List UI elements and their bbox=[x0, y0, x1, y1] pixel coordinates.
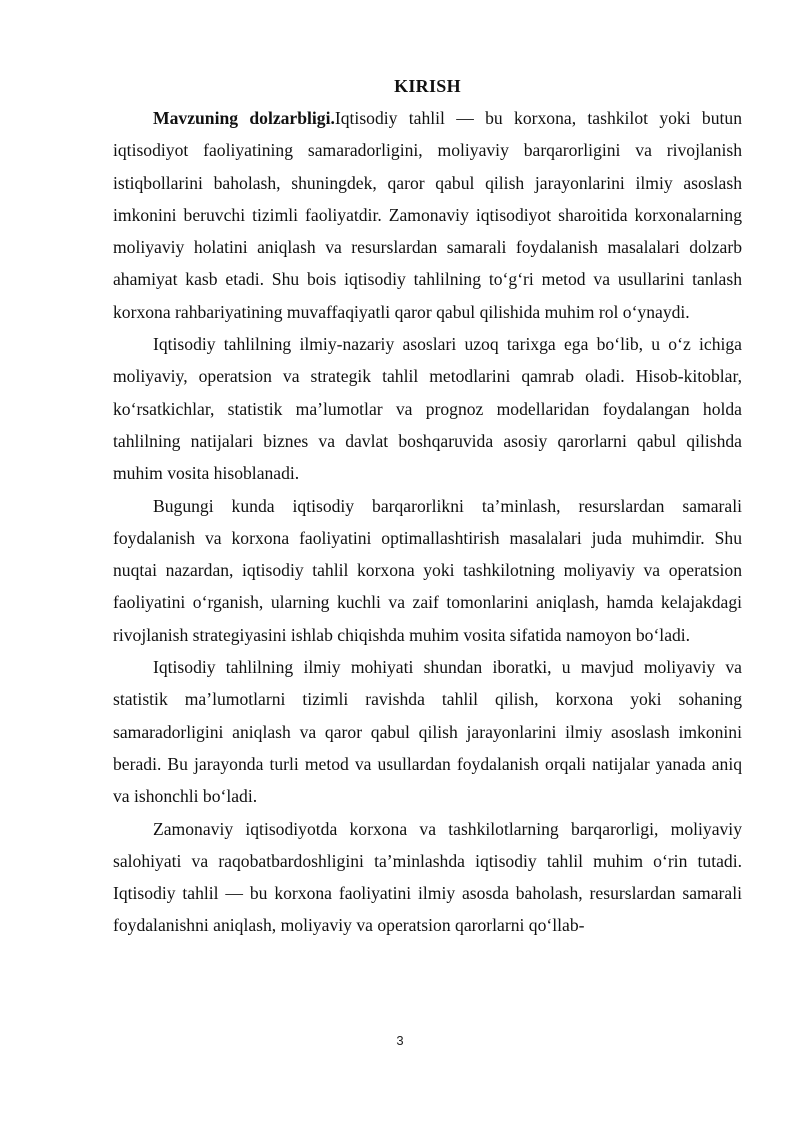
paragraph-scientific-essence: Iqtisodiy tahlilning ilmiy mohiyati shundan iboratki, u mavjud moliyaviy va statistik ma’lumotlarni tizimli ravishda tahlil qilish, korxona yoki sohaning samaradorligini aniqlash va qaror qabul qilish jarayonlarini ilmiy asoslash imkonini beradi. Bu jarayonda turli metod va usullardan foydalanish orqali natijalar yanada aniq va ishonchli bo‘ladi. bbox=[113, 657, 742, 807]
paragraph-current-importance: Bugungi kunda iqtisodiy barqarorlikni ta’minlash, resurslardan samarali foydalanish va korxona faoliyatini optimallashtirish masalalari juda muhimdir. Shu nuqtai nazardan, iqtisodiy tahlil korxona yoki tashkilotning moliyaviy va operatsion faoliyatini o‘rganish, ularning kuchli va zaif tomonlarini aniqlash, hamda kelajakdagi rivojlanish strategiyasini ishlab chiqishda muhim vosita sifatida namoyon bo‘ladi. bbox=[113, 495, 742, 645]
paragraph-relevance bbox=[113, 102, 742, 328]
paragraph-modern-economy: Zamonaviy iqtisodiyotda korxona va tashkilotlarning barqarorligi, moliyaviy salohiyati va raqobatbardoshligini ta’minlashda iqtisodiy tahlil muhim o‘rin tutadi. Iqtisodiy tahlil — bu korxona faoliyatini ilmiy asosda baholash, resurslardan samarali foydalanishni aniqlash, moliyaviy va operatsion qarorlarni qo‘llab- bbox=[113, 818, 742, 936]
paragraph-text: Iqtisodiy tahlil — bu korxona, tashkilot yoki butun iqtisodiyot faoliyatining samaradorligini, moliyaviy barqarorligini va rivojlanish istiqbollarini baholash, shuningdek, qaror qabul qilish jarayonlarini ilmiy asoslash imkonini beruvchi tizimli faoliyatdir. Zamonaviy iqtisodiyot sharoitida korxonalarning moliyaviy holatini aniqlash va resurslardan samarali foydalanish masalalari dolzarb ahamiyat kasb etadi. Shu bois iqtisodiy tahlilning to‘g‘ri metod va usullarini tanlash korxona rahbariyatining muvaffaqiyatli qaror qabul qilishida muhim rol o‘ynaydi. bbox=[113, 108, 742, 322]
page-number: 3 bbox=[396, 1033, 404, 1048]
section-title: KIRISH bbox=[394, 76, 461, 96]
paragraph-theoretical-basis: Iqtisodiy tahlilning ilmiy-nazariy asoslari uzoq tarixga ega bo‘lib, u o‘z ichiga moliyaviy, operatsion va strategik tahlil metodlarini qamrab oladi. Hisob-kitoblar, ko‘rsatkichlar, statistik ma’lumotlar va prognoz modellaridan foydalangan holda tahlilning natijalari biznes va davlat boshqaruvida asosiy qarorlarni qabul qilishda muhim vosita hisoblanadi. bbox=[113, 334, 742, 484]
document-page bbox=[113, 70, 742, 942]
paragraph-lead: Mavzuning dolzarbligi. bbox=[153, 108, 335, 128]
